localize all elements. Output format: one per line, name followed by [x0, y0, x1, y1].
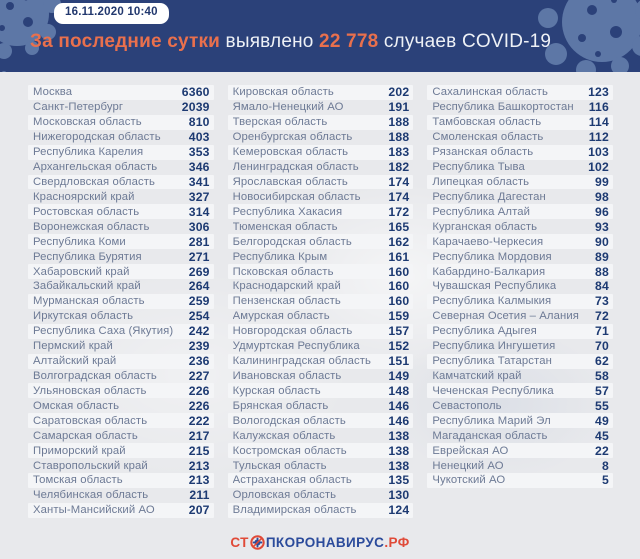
table-row: [228, 175, 414, 190]
table-row: [28, 160, 214, 175]
table-row: [28, 175, 214, 190]
table-row: [427, 100, 613, 115]
region-case-count: 191: [388, 100, 410, 115]
table-row: [28, 324, 214, 339]
region-name: Костромская область: [232, 444, 347, 457]
table-row: [28, 309, 214, 324]
table-row: [427, 398, 613, 413]
region-case-count: 146: [388, 413, 410, 428]
region-case-count: 71: [595, 324, 609, 339]
region-name: Камчатский край: [432, 369, 522, 382]
region-case-count: 242: [188, 324, 210, 339]
table-row: [228, 249, 414, 264]
region-case-count: 157: [388, 324, 410, 339]
region-name: Севастополь: [432, 399, 502, 412]
region-name: Забайкальский край: [33, 280, 141, 293]
region-case-count: 226: [188, 398, 210, 413]
region-case-count: 8: [602, 458, 609, 473]
region-case-count: 160: [388, 279, 410, 294]
region-case-count: 162: [388, 234, 410, 249]
region-name: Республика Башкортостан: [432, 101, 574, 114]
region-name: Республика Дагестан: [432, 190, 546, 203]
table-row: [228, 115, 414, 130]
table-row: [228, 100, 414, 115]
region-name: Тюменская область: [232, 220, 338, 233]
region-name: Оренбургская область: [232, 131, 353, 144]
table-row: [228, 413, 414, 428]
region-case-count: 165: [388, 219, 410, 234]
region-name: Омская область: [33, 399, 120, 412]
table-row: [28, 369, 214, 384]
table-row: [228, 488, 414, 503]
region-case-count: 124: [388, 503, 410, 518]
table-row: [228, 339, 414, 354]
region-name: Республика Адыгея: [432, 325, 537, 338]
region-case-count: 116: [588, 100, 609, 115]
region-name: Республика Саха (Якутия): [33, 325, 174, 338]
table-row: [427, 294, 613, 309]
region-case-count: 207: [188, 503, 210, 518]
region-case-count: 2039: [181, 100, 210, 115]
table-row: [28, 145, 214, 160]
table-row: [28, 503, 214, 518]
region-case-count: 174: [388, 174, 410, 189]
region-case-count: 182: [388, 160, 410, 175]
table-row: [228, 204, 414, 219]
title-case-count: 22 778: [319, 31, 379, 52]
table-row: [427, 279, 613, 294]
table-column-1: [28, 85, 214, 518]
region-case-count: 130: [388, 488, 410, 503]
region-name: Свердловская область: [33, 175, 156, 188]
table-row: [28, 204, 214, 219]
region-name: Красноярский край: [33, 190, 135, 203]
region-name: Республика Коми: [33, 235, 126, 248]
region-case-count: 202: [388, 85, 410, 100]
table-row: [427, 324, 613, 339]
region-name: Кировская область: [232, 86, 334, 99]
region-name: Самарская область: [33, 429, 138, 442]
table-columns: [0, 72, 640, 518]
region-case-count: 135: [388, 473, 410, 488]
table-row: [228, 458, 414, 473]
table-row: [28, 398, 214, 413]
region-case-count: 148: [388, 383, 410, 398]
table-row: [228, 324, 414, 339]
region-case-count: 259: [188, 294, 210, 309]
region-case-count: 327: [188, 189, 210, 204]
region-name: Ярославская область: [232, 175, 348, 188]
region-name: Вологодская область: [232, 414, 346, 427]
region-name: Курганская область: [432, 220, 538, 233]
region-name: Сахалинская область: [432, 86, 548, 99]
region-case-count: 810: [188, 115, 210, 130]
region-case-count: 146: [388, 398, 410, 413]
table-row: [28, 264, 214, 279]
region-case-count: 149: [388, 368, 410, 383]
region-case-count: 152: [388, 339, 410, 354]
region-case-count: 96: [595, 204, 609, 219]
region-name: Архангельская область: [33, 161, 158, 174]
table-row: [228, 428, 414, 443]
region-name: Воронежская область: [33, 220, 150, 233]
region-name: Московская область: [33, 116, 142, 129]
title-suffix: случаев COVID-19: [383, 31, 552, 52]
region-case-count: 222: [188, 413, 210, 428]
region-name: Приморский край: [33, 444, 126, 457]
regions-table: [0, 72, 640, 559]
region-case-count: 5: [602, 473, 609, 488]
table-row: [28, 339, 214, 354]
region-case-count: 90: [595, 234, 609, 249]
region-name: Астраханская область: [232, 474, 352, 487]
region-name: Псковская область: [232, 265, 334, 278]
region-name: Тверская область: [232, 116, 328, 129]
table-row: [427, 234, 613, 249]
region-case-count: 151: [388, 354, 410, 369]
region-name: Москва: [33, 86, 73, 99]
region-case-count: 306: [188, 219, 210, 234]
region-name: Республика Бурятия: [33, 250, 142, 263]
region-name: Республика Татарстан: [432, 355, 552, 368]
region-case-count: 217: [188, 428, 210, 443]
region-case-count: 62: [595, 354, 609, 369]
logo-text-rf: .РФ: [384, 535, 410, 550]
region-name: Республика Карелия: [33, 146, 144, 159]
page-title: [30, 31, 551, 53]
table-row: [228, 279, 414, 294]
region-case-count: 114: [588, 115, 609, 130]
region-case-count: 72: [595, 309, 609, 324]
table-column-3: [427, 85, 613, 518]
region-name: Ставропольский край: [33, 459, 148, 472]
table-row: [28, 413, 214, 428]
region-name: Калужская область: [232, 429, 336, 442]
region-case-count: 341: [188, 174, 210, 189]
table-row: [427, 175, 613, 190]
region-name: Иркутская область: [33, 310, 134, 323]
table-row: [228, 219, 414, 234]
region-name: Чувашская Республика: [432, 280, 557, 293]
logo-text-koronavirus: ПКОРОНАВИРУС: [265, 535, 385, 550]
logo-text-st: СТ: [230, 535, 249, 550]
region-name: Томская область: [33, 474, 123, 487]
region-name: Алтайский край: [33, 355, 117, 368]
region-case-count: 58: [595, 368, 609, 383]
table-row: [228, 503, 414, 518]
table-row: [427, 219, 613, 234]
table-row: [427, 115, 613, 130]
region-case-count: 55: [595, 398, 609, 413]
region-name: Хабаровский край: [33, 265, 130, 278]
region-case-count: 211: [189, 488, 210, 503]
region-name: Ханты-Мансийский АО: [33, 504, 155, 517]
table-row: [427, 458, 613, 473]
region-case-count: 160: [388, 294, 410, 309]
table-row: [427, 369, 613, 384]
region-name: Санкт-Петербург: [33, 101, 124, 114]
region-case-count: 138: [388, 428, 410, 443]
region-name: Республика Мордовия: [432, 250, 552, 263]
table-row: [427, 339, 613, 354]
region-case-count: 123: [588, 85, 609, 100]
region-case-count: 271: [188, 249, 210, 264]
region-name: Брянская область: [232, 399, 329, 412]
region-case-count: 215: [188, 443, 210, 458]
region-case-count: 138: [388, 458, 410, 473]
region-case-count: 102: [588, 160, 609, 175]
region-name: Кемеровская область: [232, 146, 349, 159]
stopcoronavirus-logo: [230, 535, 409, 550]
region-case-count: 89: [595, 249, 609, 264]
table-row: [427, 354, 613, 369]
table-row: [28, 130, 214, 145]
region-case-count: 161: [388, 249, 410, 264]
region-case-count: 254: [188, 309, 210, 324]
table-row: [28, 85, 214, 100]
region-case-count: 236: [188, 354, 210, 369]
table-row: [228, 234, 414, 249]
table-row: [427, 249, 613, 264]
region-name: Волгоградская область: [33, 369, 157, 382]
region-case-count: 264: [188, 279, 210, 294]
region-name: Ростовская область: [33, 205, 140, 218]
no-virus-icon: [250, 535, 265, 550]
region-case-count: 138: [388, 443, 410, 458]
region-case-count: 70: [595, 339, 609, 354]
region-name: Ленинградская область: [232, 161, 359, 174]
footer: [0, 535, 640, 550]
region-name: Республика Ингушетия: [432, 340, 556, 353]
region-name: Кабардино-Балкария: [432, 265, 546, 278]
title-middle: выявлено: [225, 31, 314, 52]
region-name: Новосибирская область: [232, 190, 361, 203]
region-name: Ивановская область: [232, 369, 342, 382]
table-row: [228, 294, 414, 309]
region-case-count: 6360: [181, 85, 210, 100]
region-name: Ямало-Ненецкий АО: [232, 101, 344, 114]
table-row: [28, 473, 214, 488]
region-name: Саратовская область: [33, 414, 148, 427]
table-row: [427, 443, 613, 458]
region-name: Тульская область: [232, 459, 327, 472]
date-badge: 16.11.2020 10:40: [54, 3, 169, 24]
table-row: [28, 279, 214, 294]
table-row: [28, 219, 214, 234]
region-name: Еврейская АО: [432, 444, 509, 457]
region-name: Республика Тыва: [432, 161, 525, 174]
table-row: [228, 264, 414, 279]
region-case-count: 269: [188, 264, 210, 279]
table-row: [228, 383, 414, 398]
table-row: [427, 85, 613, 100]
region-name: Магаданская область: [432, 429, 548, 442]
table-row: [28, 189, 214, 204]
region-case-count: 103: [588, 145, 609, 160]
region-name: Северная Осетия – Алания: [432, 310, 579, 323]
region-name: Мурманская область: [33, 295, 145, 308]
region-name: Рязанская область: [432, 146, 534, 159]
region-name: Смоленская область: [432, 131, 544, 144]
table-row: [228, 354, 414, 369]
region-case-count: 93: [595, 219, 609, 234]
region-name: Челябинская область: [33, 489, 149, 502]
table-row: [28, 488, 214, 503]
region-name: Карачаево-Черкесия: [432, 235, 544, 248]
region-case-count: 159: [388, 309, 410, 324]
region-case-count: 99: [595, 174, 609, 189]
region-case-count: 213: [188, 473, 210, 488]
header: [0, 0, 640, 72]
region-case-count: 88: [595, 264, 609, 279]
table-row: [228, 130, 414, 145]
region-name: Курская область: [232, 384, 321, 397]
region-case-count: 183: [388, 145, 410, 160]
region-case-count: 188: [388, 115, 410, 130]
table-row: [427, 204, 613, 219]
region-case-count: 57: [595, 383, 609, 398]
table-row: [427, 473, 613, 488]
region-case-count: 227: [188, 368, 210, 383]
region-name: Республика Хакасия: [232, 205, 343, 218]
region-name: Орловская область: [232, 489, 337, 502]
region-case-count: 239: [188, 339, 210, 354]
region-case-count: 403: [188, 130, 210, 145]
region-name: Чеченская Республика: [432, 384, 554, 397]
region-case-count: 49: [595, 413, 609, 428]
region-name: Ненецкий АО: [432, 459, 504, 472]
region-name: Республика Алтай: [432, 205, 531, 218]
table-row: [427, 160, 613, 175]
region-case-count: 213: [188, 458, 210, 473]
table-row: [427, 428, 613, 443]
region-name: Амурская область: [232, 310, 330, 323]
table-row: [28, 443, 214, 458]
table-row: [228, 443, 414, 458]
table-row: [28, 234, 214, 249]
region-case-count: 73: [595, 294, 609, 309]
table-row: [228, 369, 414, 384]
region-case-count: 174: [388, 189, 410, 204]
region-case-count: 98: [595, 189, 609, 204]
table-row: [28, 249, 214, 264]
region-case-count: 346: [188, 160, 210, 175]
table-row: [28, 115, 214, 130]
region-name: Белгородская область: [232, 235, 352, 248]
region-name: Пермский край: [33, 340, 113, 353]
table-row: [228, 85, 414, 100]
table-row: [427, 189, 613, 204]
table-row: [427, 145, 613, 160]
region-name: Липецкая область: [432, 175, 530, 188]
region-name: Владимирская область: [232, 504, 357, 517]
table-row: [228, 145, 414, 160]
table-row: [427, 130, 613, 145]
region-name: Пензенская область: [232, 295, 341, 308]
region-case-count: 353: [188, 145, 210, 160]
title-highlight-prefix: За последние сутки: [30, 31, 221, 52]
region-case-count: 314: [188, 204, 210, 219]
region-case-count: 160: [388, 264, 410, 279]
region-case-count: 188: [388, 130, 410, 145]
region-name: Новгородская область: [232, 325, 353, 338]
table-row: [427, 413, 613, 428]
table-row: [228, 309, 414, 324]
region-case-count: 22: [595, 443, 609, 458]
table-row: [427, 309, 613, 324]
table-column-2: [228, 85, 414, 518]
region-name: Республика Крым: [232, 250, 328, 263]
region-name: Ульяновская область: [33, 384, 147, 397]
region-case-count: 172: [388, 204, 410, 219]
table-row: [28, 354, 214, 369]
region-name: Нижегородская область: [33, 131, 161, 144]
region-name: Республика Марий Эл: [432, 414, 551, 427]
table-row: [28, 100, 214, 115]
region-name: Республика Калмыкия: [432, 295, 552, 308]
region-name: Чукотский АО: [432, 474, 506, 487]
table-row: [28, 383, 214, 398]
table-row: [28, 294, 214, 309]
region-name: Тамбовская область: [432, 116, 542, 129]
region-case-count: 226: [188, 383, 210, 398]
region-name: Краснодарский край: [232, 280, 341, 293]
table-row: [28, 428, 214, 443]
region-case-count: 45: [595, 428, 609, 443]
table-row: [228, 189, 414, 204]
region-case-count: 112: [588, 130, 609, 145]
table-row: [228, 473, 414, 488]
region-name: Удмуртская Республика: [232, 340, 360, 353]
region-case-count: 84: [595, 279, 609, 294]
table-row: [427, 264, 613, 279]
region-case-count: 281: [188, 234, 210, 249]
table-row: [427, 383, 613, 398]
table-row: [228, 160, 414, 175]
table-row: [228, 398, 414, 413]
table-row: [28, 458, 214, 473]
region-name: Калининградская область: [232, 355, 371, 368]
